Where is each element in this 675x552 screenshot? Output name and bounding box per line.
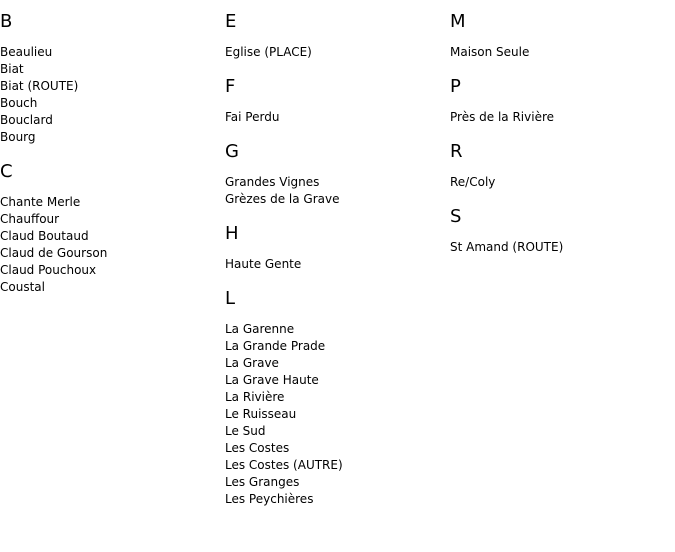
street-link[interactable]: La Grave Haute	[225, 373, 319, 387]
letter-group	[0, 160, 220, 296]
street-link[interactable]: St Amand (ROUTE)	[450, 240, 564, 254]
street-link[interactable]: Près de la Rivière	[450, 110, 555, 124]
street-link[interactable]: Les Granges	[225, 475, 300, 489]
letter-heading: B	[0, 11, 13, 32]
street-link[interactable]: Bouch	[0, 96, 38, 110]
street-link[interactable]: Biat	[0, 62, 24, 76]
letter-group	[450, 75, 670, 126]
letter-group	[450, 205, 670, 256]
letter-group	[225, 287, 445, 508]
letter-group	[225, 10, 445, 61]
street-link[interactable]: Les Costes (AUTRE)	[225, 458, 343, 472]
letter-group	[450, 140, 670, 191]
letter-heading: F	[225, 76, 236, 97]
letter-heading: M	[450, 11, 466, 32]
index-column	[450, 10, 670, 270]
street-link[interactable]: Grandes Vignes	[225, 175, 320, 189]
letter-heading: H	[225, 223, 239, 244]
street-link[interactable]: Bouclard	[0, 113, 53, 127]
letter-heading: G	[225, 141, 239, 162]
street-link[interactable]: Le Ruisseau	[225, 407, 297, 421]
street-link[interactable]: Chauffour	[0, 212, 60, 226]
street-link[interactable]: Maison Seule	[450, 45, 530, 59]
street-link[interactable]: Claud Boutaud	[0, 229, 89, 243]
letter-group	[225, 140, 445, 208]
street-link[interactable]: Re/Coly	[450, 175, 496, 189]
street-link[interactable]: Les Peychières	[225, 492, 314, 506]
letter-heading: E	[225, 11, 237, 32]
letter-group	[0, 10, 220, 146]
street-link[interactable]: Claud Pouchoux	[0, 263, 97, 277]
letter-heading: C	[0, 161, 13, 182]
letter-heading: S	[450, 206, 462, 227]
street-link[interactable]: Les Costes	[225, 441, 290, 455]
letter-heading: L	[225, 288, 236, 309]
index-column	[0, 10, 220, 310]
index-column	[225, 10, 445, 522]
street-link[interactable]: Chante Merle	[0, 195, 81, 209]
letter-group	[450, 10, 670, 61]
street-link[interactable]: Biat (ROUTE)	[0, 79, 79, 93]
street-link[interactable]: Eglise (PLACE)	[225, 45, 312, 59]
street-link[interactable]: Haute Gente	[225, 257, 302, 271]
street-link[interactable]: Claud de Gourson	[0, 246, 108, 260]
street-link[interactable]: Le Sud	[225, 424, 266, 438]
letter-group	[225, 222, 445, 273]
street-link[interactable]: La Rivière	[225, 390, 285, 404]
street-link[interactable]: Bourg	[0, 130, 36, 144]
street-link[interactable]: La Grande Prade	[225, 339, 326, 353]
letter-group	[225, 75, 445, 126]
letter-heading: R	[450, 141, 463, 162]
street-link[interactable]: Fai Perdu	[225, 110, 280, 124]
street-link[interactable]: Coustal	[0, 280, 45, 294]
street-link[interactable]: La Garenne	[225, 322, 295, 336]
street-link[interactable]: La Grave	[225, 356, 279, 370]
street-link[interactable]: Grèzes de la Grave	[225, 192, 340, 206]
letter-heading: P	[450, 76, 461, 97]
street-link[interactable]: Beaulieu	[0, 45, 53, 59]
